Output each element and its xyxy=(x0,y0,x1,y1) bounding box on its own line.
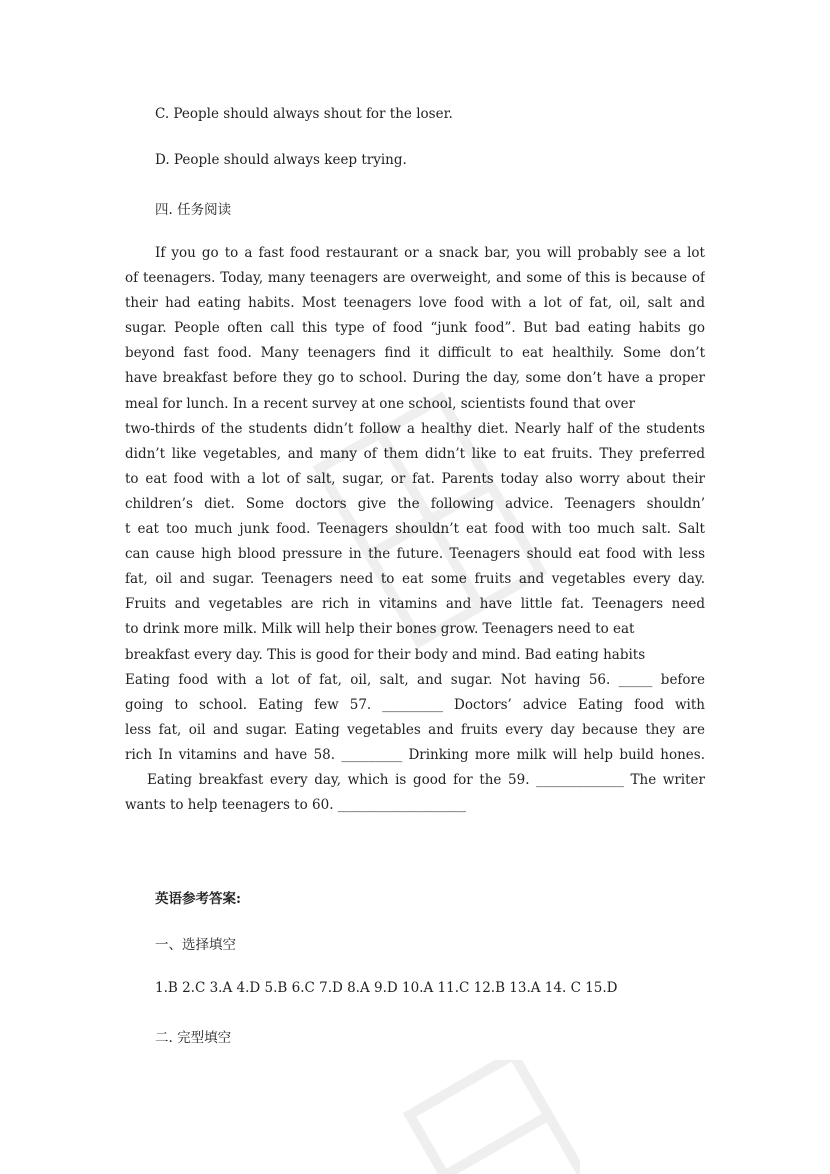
passage-line: sugar. People often call this type of food “junk food”. But bad eating habits go xyxy=(125,320,705,337)
passage-line: breakfast every day. This is good for their body and mind. Bad eating habits xyxy=(125,646,646,663)
passage-line: meal for lunch. In a recent survey at one school, scientists found that over xyxy=(125,395,636,412)
passage-line: Fruits and vegetables are rich in vitamins and have little fat. Teenagers need xyxy=(125,596,705,613)
option-d: D. People should always keep trying. xyxy=(155,152,407,168)
passage-line: to eat food with a lot of salt, sugar, or fat. Parents today also worry about their xyxy=(125,470,705,487)
passage-line: two-thirds of the students didn’t follow a healthy diet. Nearly half of the students xyxy=(125,420,705,437)
option-c: C. People should always shout for the loser. xyxy=(155,106,453,122)
passage-line: can cause high blood pressure in the future. Teenagers should eat food with less xyxy=(125,546,705,563)
passage-line: didn’t like vegetables, and many of them didn’t like to eat fruits. They preferred xyxy=(125,445,705,462)
passage-line: Eating breakfast every day, which is good for the 59. _____________ The writer xyxy=(147,771,705,788)
passage-line: beyond fast food. Many teenagers find it difficult to eat healthily. Some don’t xyxy=(125,345,705,362)
passage-line: rich In vitamins and have 58. _________ Drinking more milk will help build hones. xyxy=(125,746,705,763)
passage-line: have breakfast before they go to school. During the day, some don’t have a proper xyxy=(125,370,705,387)
passage-line: their had eating habits. Most teenagers love food with a lot of fat, oil, salt and xyxy=(125,295,705,312)
passage-line: of teenagers. Today, many teenagers are overweight, and some of this is because of xyxy=(125,270,705,287)
answers-line: 1.B 2.C 3.A 4.D 5.B 6.C 7.D 8.A 9.D 10.A 11.C 12.B 13.A 14. C 15.D xyxy=(155,980,618,996)
section-4-title: 四. 任务阅读 xyxy=(155,202,232,218)
passage-line: fat, oil and sugar. Teenagers need to eat some fruits and vegetables every day. xyxy=(125,571,705,588)
passage-line: less fat, oil and sugar. Eating vegetables and fruits every day because they are xyxy=(125,721,705,738)
passage-line: going to school. Eating few 57. _________ Doctors’ advice Eating food with xyxy=(125,696,705,713)
reading-passage xyxy=(125,241,705,818)
passage-line: If you go to a fast food restaurant or a snack bar, you will probably see a lot xyxy=(155,245,705,261)
passage-line: wants to help teenagers to 60. ___________________ xyxy=(125,797,467,814)
passage-line: children’s diet. Some doctors give the following advice. Teenagers shouldn’ xyxy=(125,495,705,512)
passage-line: t eat too much junk food. Teenagers shouldn’t eat food with too much salt. Salt xyxy=(125,521,705,538)
passage-line: Eating food with a lot of fat, oil, salt, and sugar. Not having 56. _____ before xyxy=(125,671,705,688)
passage-line: to drink more milk. Milk will help their bones grow. Teenagers need to eat xyxy=(125,621,635,638)
answers-title: 英语参考答案: xyxy=(155,891,241,907)
watermark-icon xyxy=(380,1060,580,1174)
section-2-title: 二. 完型填空 xyxy=(155,1030,232,1046)
section-1-title: 一、选择填空 xyxy=(155,937,236,953)
